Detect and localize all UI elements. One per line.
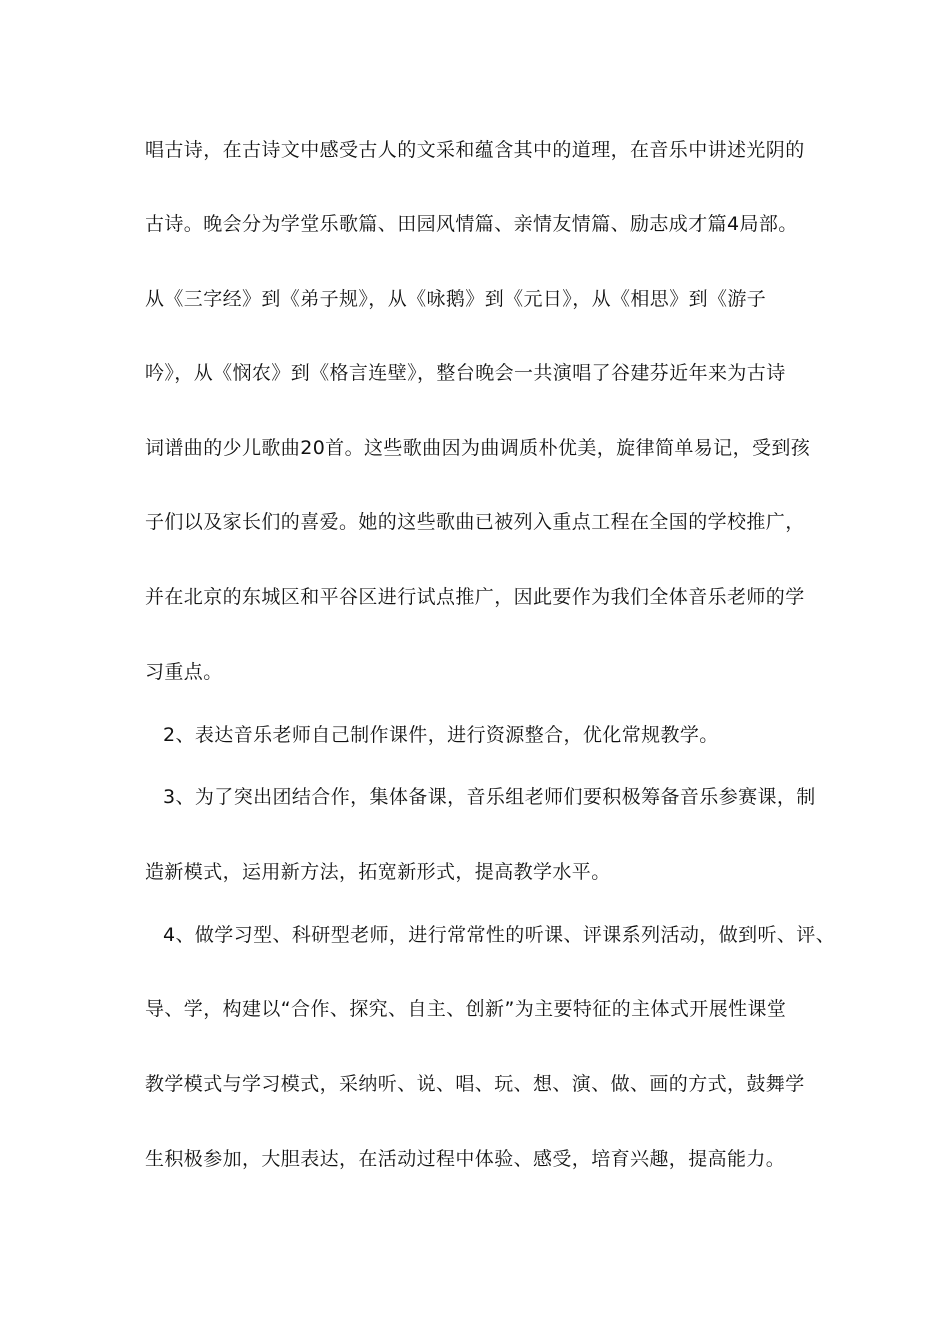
text-line: 从《三字经》到《弟子规》，从《咏鹅》到《元日》，从《相思》到《游子	[145, 288, 767, 310]
text-line: 古诗。晚会分为学堂乐歌篇、田园风情篇、亲情友情篇、励志成才篇4局部。	[145, 213, 798, 235]
list-item-4: 4、做学习型、科研型老师，进行常常性的听课、评课系列活动，做到听、评、	[163, 924, 836, 946]
text-line: 导、学，构建以“合作、探究、自主、创新”为主要特征的主体式开展性课堂	[145, 998, 787, 1020]
text-line: 造新模式，运用新方法，拓宽新形式，提高教学水平。	[145, 861, 611, 883]
text-line: 唱古诗，在古诗文中感受古人的文采和蕴含其中的道理，在音乐中讲述光阴的	[145, 139, 805, 161]
text-line: 习重点。	[145, 661, 223, 683]
text-line: 吟》，从《悯农》到《格言连壁》，整台晚会一共演唱了谷建芬近年来为古诗	[145, 362, 786, 384]
text-line: 教学模式与学习模式，采纳听、说、唱、玩、想、演、做、画的方式，鼓舞学	[145, 1073, 805, 1095]
text-line: 子们以及家长们的喜爱。她的这些歌曲已被列入重点工程在全国的学校推广，	[145, 511, 805, 533]
text-line: 词谱曲的少儿歌曲20首。这些歌曲因为曲调质朴优美，旋律简单易记，受到孩	[145, 437, 811, 459]
text-line: 并在北京的东城区和平谷区进行试点推广，因此要作为我们全体音乐老师的学	[145, 586, 805, 608]
list-item-2: 2、表达音乐老师自己制作课件，进行资源整合，优化常规教学。	[163, 724, 719, 746]
list-item-3: 3、为了突出团结合作，集体备课，音乐组老师们要积极筹备音乐参赛课，制	[163, 786, 816, 808]
text-line: 生积极参加，大胆表达，在活动过程中体验、感受，培育兴趣，提高能力。	[145, 1148, 786, 1170]
